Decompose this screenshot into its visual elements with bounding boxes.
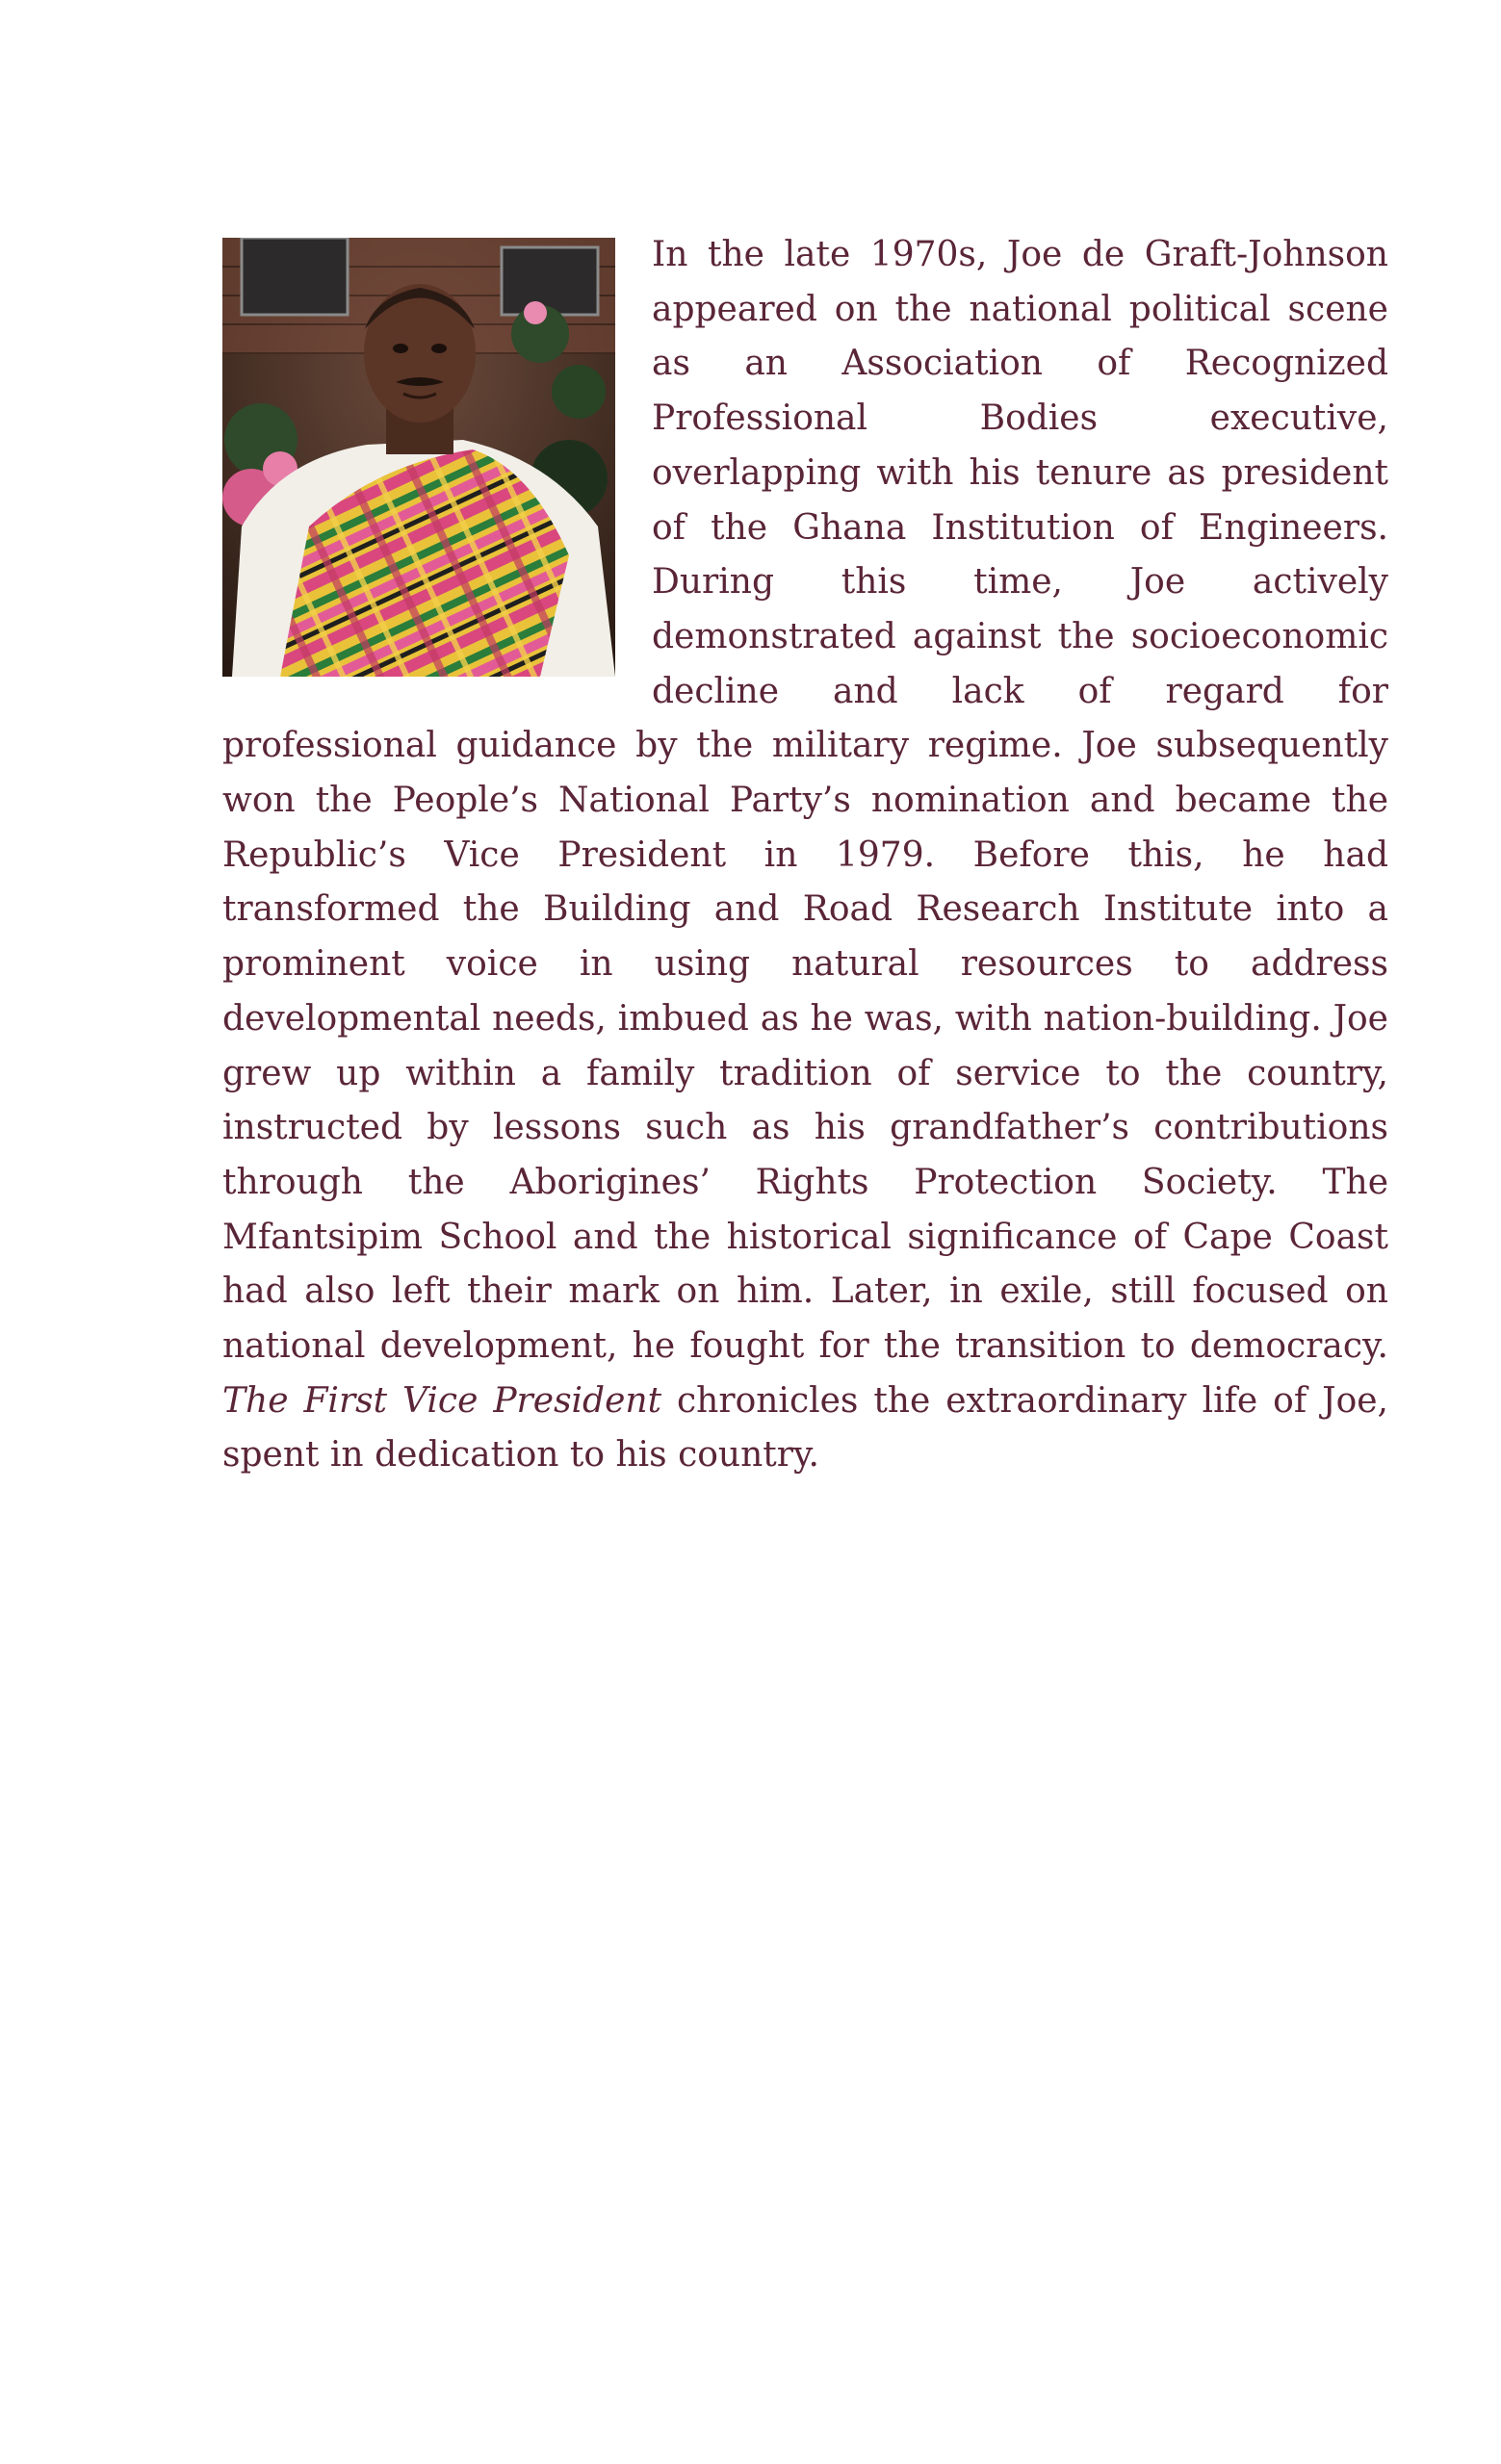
book-title-italic: The First Vice President — [222, 1380, 662, 1421]
bio-text-block — [222, 228, 1388, 1483]
bio-text-part-1: In the late 1970s, Joe de Graft-Johnson appeared on the national political scene as an Association of Recognized Professional Bodies executive, overlapping with his tenure as president of the Ghana Institution of Engineers. During this time, Joe actively demonstrated against the socioeconomic decline and lack of regard for professional guidance by the military regime. Joe subsequently won the People’s National Party’s nomination and became the Republic’s Vice President in 1979. Before this, he had transformed the Building and Road Research Institute into a prominent voice in using natural resources to address developmental needs, imbued as he was, with nation-building. Joe grew up within a family tradition of service to the country, instructed by lessons such as his grandfather’s contributions through the Aborigines’ Rights Protection Society. The Mfantsipim School and the historical significance of Cape Coast had also left their mark on him. Later, in exile, still focused on national development, he fought for the transition to democracy. — [222, 235, 1388, 1367]
portrait-photo — [222, 238, 615, 677]
portrait-illustration — [222, 238, 615, 677]
bio-text-part-2: chronicles the extraordinary life of Joe, spent in dedication to his country. — [222, 1380, 1388, 1476]
